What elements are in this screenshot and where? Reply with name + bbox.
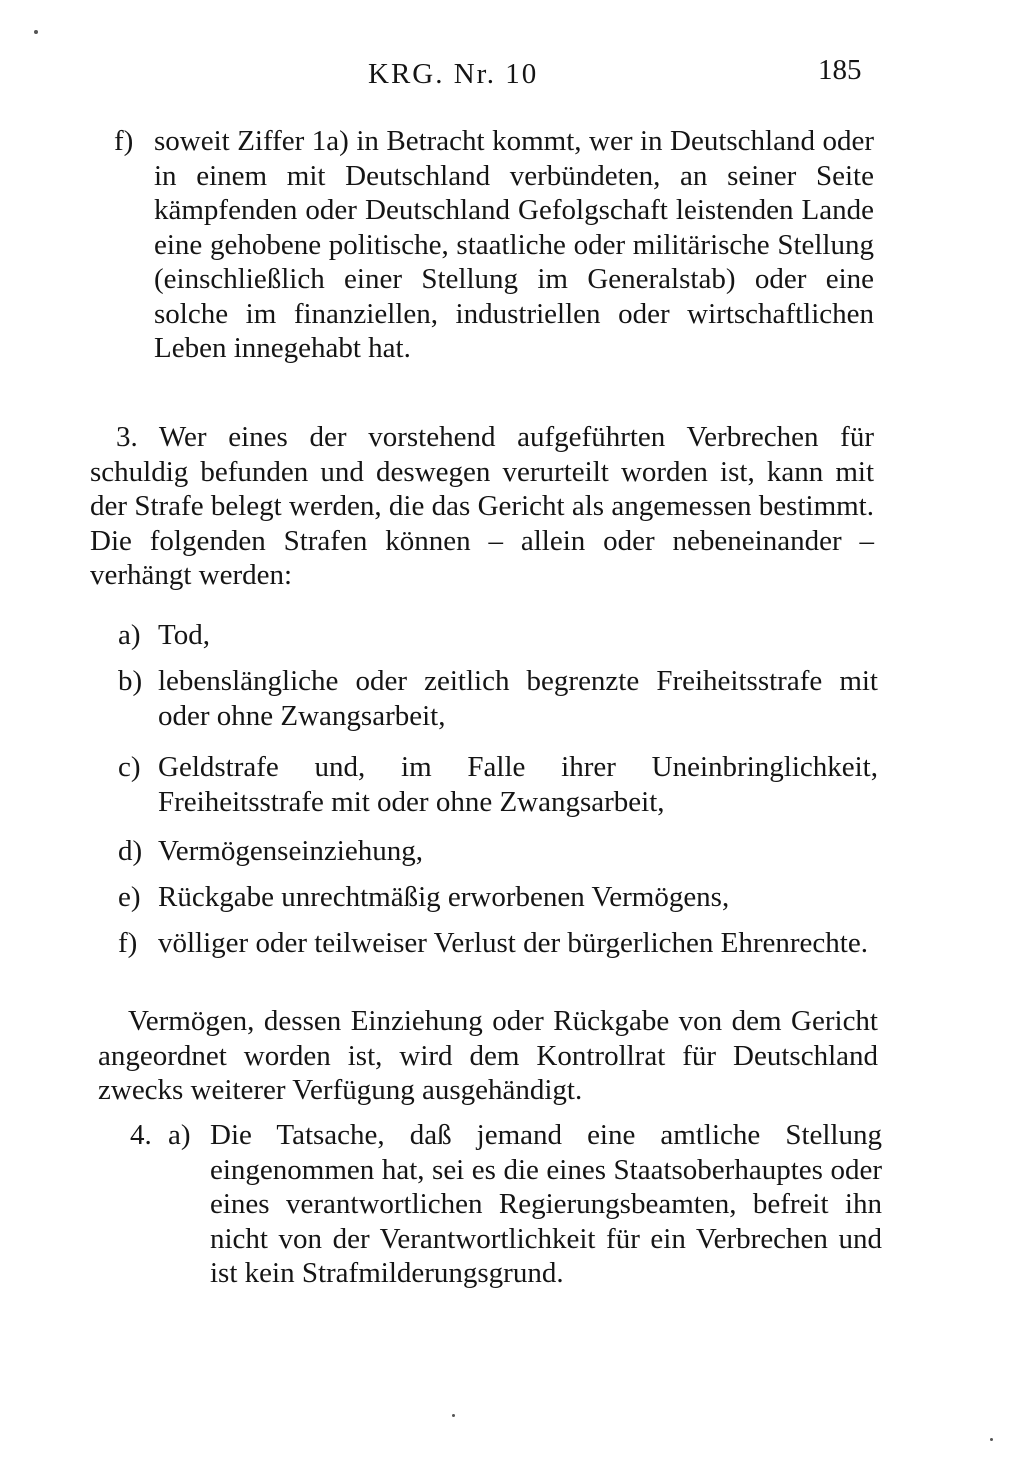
list-item-marker: b) <box>118 665 143 697</box>
list-item-text: Geldstrafe und, im Falle ihrer Uneinbringlichkeit, Freiheitsstrafe mit oder ohne Zwangsarbeit, <box>158 751 878 818</box>
list-item-b <box>118 664 878 733</box>
page-number: 185 <box>818 54 862 86</box>
list-item-text: lebenslängliche oder zeitlich begrenzte Freiheitsstrafe mit oder ohne Zwangsarbeit, <box>158 665 878 732</box>
scan-speck <box>452 1414 455 1417</box>
list-item-a <box>118 618 878 653</box>
list-item-marker: a) <box>118 619 141 651</box>
list-item-text: Rückgabe unrechtmäßig erworbenen Vermögens, <box>158 881 730 913</box>
scan-speck <box>34 30 38 34</box>
list-item-text: völliger oder teilweiser Verlust der bürgerlichen Ehrenrechte. <box>158 927 868 959</box>
scan-speck <box>990 1438 993 1441</box>
section-number: 4. <box>130 1119 152 1151</box>
list-item-c <box>118 750 878 819</box>
list-item-marker: c) <box>118 751 141 783</box>
list-item-text: Vermögenseinziehung, <box>158 835 423 867</box>
list-item-marker: f) <box>114 125 134 157</box>
section-3-intro: 3. Wer eines der vorstehend aufgeführten Verbrechen für schuldig befunden und deswegen verurteilt worden ist, kann mit der Strafe belegt werden, die das Gericht als angemessen bestimmt. Die folgenden Strafen können – allein oder nebeneinander – verhängt werden: <box>90 421 874 591</box>
section-4-item-a <box>130 1118 882 1291</box>
list-item-text: Die Tatsache, daß jemand eine amtliche Stellung eingenommen hat, sei es die eines Staatsoberhauptes oder eines verantwortlichen Regierungsbeamten, befreit ihn nicht von der Verantwortlichkeit für ein Verbrechen und ist kein Strafmilderungsgrund. <box>210 1119 882 1289</box>
list-item-text: soweit Ziffer 1a) in Betracht kommt, wer in Deutschland oder in einem mit Deutschland verbündeten, an seiner Seite kämpfenden oder Deutschland Gefolgschaft leistenden Lande eine gehobene politische, staatliche oder militärische Stellung (einschließlich einer Stellung im Generalstab) oder eine solche im finanziellen, industriellen oder wirtschaftlichen Leben innegehabt hat. <box>154 125 874 364</box>
list-item-text: Tod, <box>158 619 210 651</box>
list-item-marker: d) <box>118 835 143 867</box>
list-item-f <box>118 926 878 961</box>
list-item-d <box>118 834 878 869</box>
running-head: KRG. Nr. 10 <box>368 58 539 90</box>
list-item-marker: e) <box>118 881 141 913</box>
list-item-f-top <box>114 124 874 366</box>
list-item-marker: f) <box>118 927 138 959</box>
list-item-marker: a) <box>168 1119 191 1151</box>
section-3-closing: Vermögen, dessen Einziehung oder Rückgabe von dem Gericht angeordnet worden ist, wird dem Kontrollrat für Deutschland zwecks weiterer Verfügung ausgehändigt. <box>98 1005 878 1106</box>
list-item-e <box>118 880 878 915</box>
